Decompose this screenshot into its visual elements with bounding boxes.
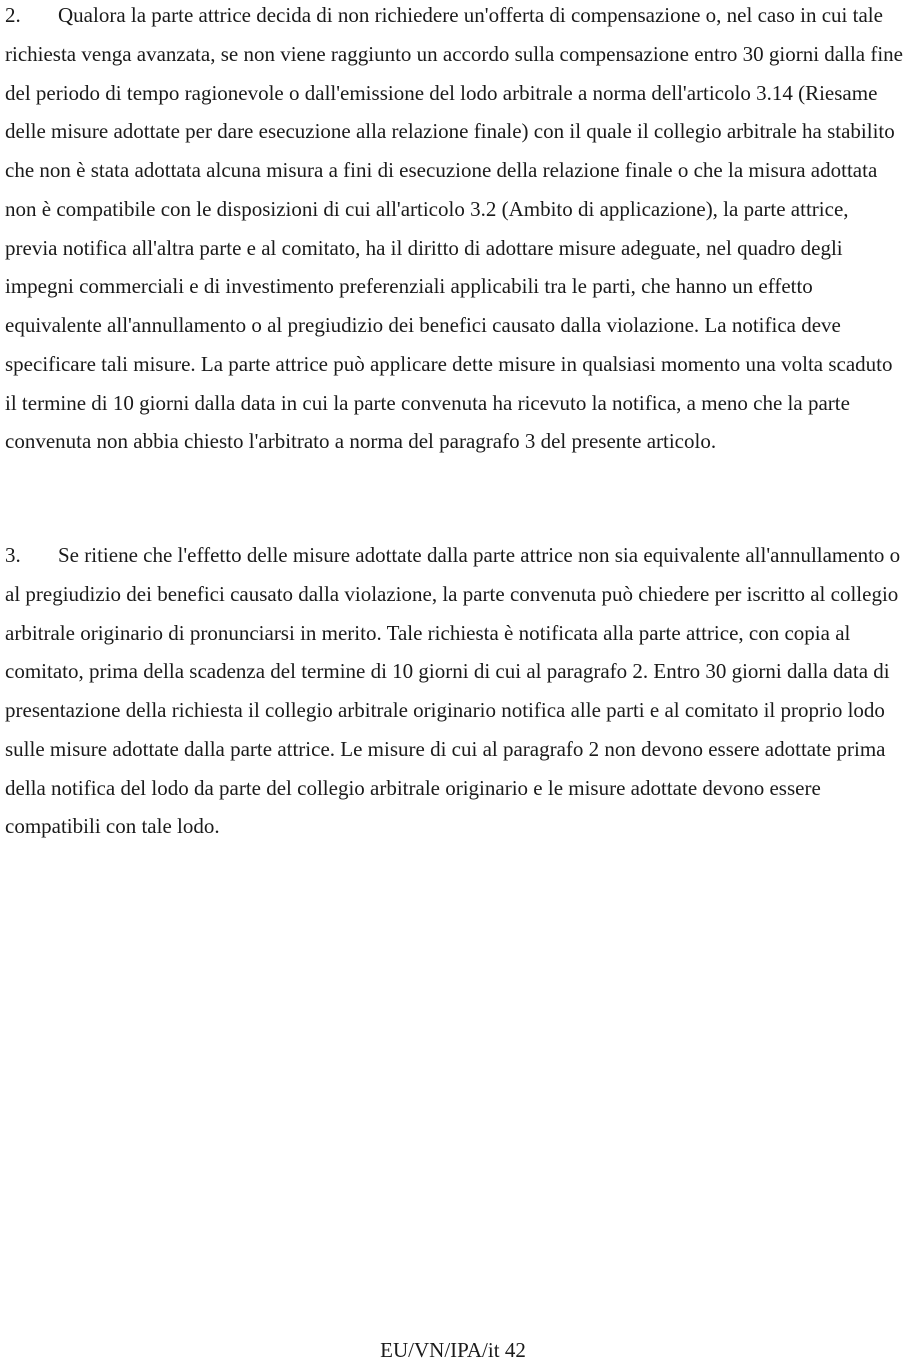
- paragraph-2-text: Qualora la parte attrice decida di non richiedere un'offerta di compensazione o, nel caso in cui tale richiesta venga avanzata, se non viene raggiunto un accordo sulla compensazione entro 30 giorni dalla fine del periodo di tempo ragionevole o dall'emissione del lodo arbitrale a norma dell'articolo 3.14 (Riesame delle misure adottate per dare esecuzione alla relazione finale) con il quale il collegio arbitrale ha stabilito che non è stata adottata alcuna misura a fini di esecuzione della relazione finale o che la misura adottata non è compatibile con le disposizioni di cui all'articolo 3.2 (Ambito di applicazione), la parte attrice, previa notifica all'altra parte e al comitato, ha il diritto di adottare misure adeguate, nel quadro degli impegni commerciali e di investimento preferenziali applicabili tra le parti, che hanno un effetto equivalente all'annullamento o al pregiudizio dei benefici causato dalla violazione. La notifica deve specificare tali misure. La parte attrice può applicare dette misure in qualsiasi momento una volta scaduto il termine di 10 giorni dalla data in cui la parte convenuta ha ricevuto la notifica, a meno che la parte convenuta non abbia chiesto l'arbitrato a norma del paragrafo 3 del presente articolo.: [5, 3, 903, 454]
- paragraph-3: [5, 536, 903, 846]
- paragraph-2-number: 2.: [5, 3, 21, 27]
- paragraph-3-number: 3.: [5, 543, 21, 567]
- page-footer-reference: EU/VN/IPA/it 42: [380, 1338, 526, 1362]
- paragraph-3-text: Se ritiene che l'effetto delle misure adottate dalla parte attrice non sia equivalente all'annullamento o al pregiudizio dei benefici causato dalla violazione, la parte convenuta può chiedere per iscritto al collegio arbitrale originario di pronunciarsi in merito. Tale richiesta è notificata alla parte attrice, con copia al comitato, prima della scadenza del termine di 10 giorni di cui al paragrafo 2. Entro 30 giorni dalla data di presentazione della richiesta il collegio arbitrale originario notifica alle parti e al comitato il proprio lodo sulle misure adottate dalla parte attrice. Le misure di cui al paragrafo 2 non devono essere adottate prima della notifica del lodo da parte del collegio arbitrale originario e le misure adottate devono essere compatibili con tale lodo.: [5, 543, 901, 839]
- paragraph-2: [5, 0, 903, 461]
